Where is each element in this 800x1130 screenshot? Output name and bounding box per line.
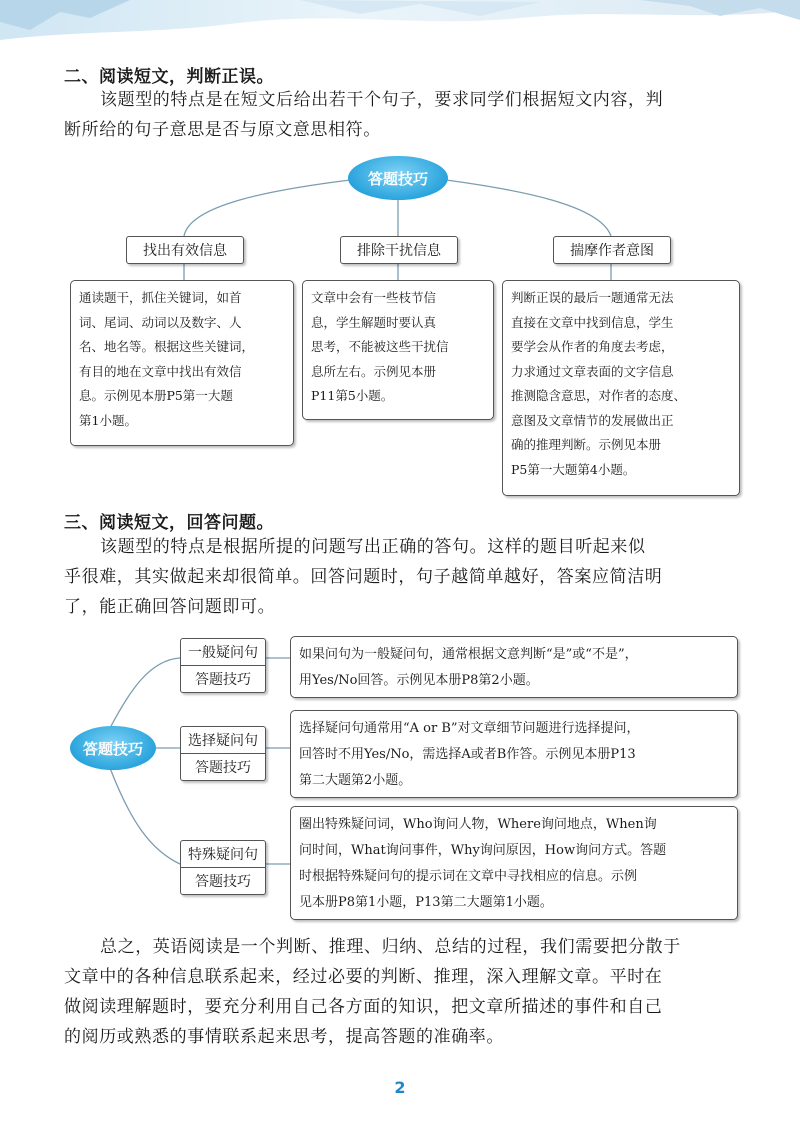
- text-line: 力求通过文章表面的文字信息: [511, 363, 674, 379]
- conclusion-line2: 文章中的各种信息联系起来，经过必要的判断、推理，深入理解文章。平时在: [64, 967, 663, 987]
- text-line: 确的推理判断。示例见本册: [511, 437, 662, 452]
- text-line: 判断正误的最后一题通常无法: [511, 290, 674, 305]
- text-line: P11第5小题。: [311, 388, 394, 403]
- text-line: 息，学生解题时要认真: [311, 314, 437, 330]
- branch-choice-type: 选择疑问句: [181, 727, 265, 754]
- text-line: 第1小题。: [79, 412, 137, 428]
- text-line: 名、地名等。根据这些关键词，: [79, 339, 255, 354]
- text-line: 要学会从作者的角度去考虑，: [511, 339, 674, 354]
- section2-intro-line2: 断所给的句子意思是否与原文意思相符。: [64, 120, 381, 140]
- text-line: 第二大题第2小题。: [299, 773, 412, 788]
- text-line: 如果问句为一般疑问句，通常根据文意判断“是”或“不是”，: [299, 647, 638, 662]
- branch-yes-no-sub: 答题技巧: [195, 672, 251, 688]
- conclusion-line4: 的阅历或熟悉的事情联系起来思考，提高答题的准确率。: [64, 1027, 504, 1047]
- text-line: 息所左右。示例见本册: [311, 363, 437, 379]
- branch-find-info-text: [70, 280, 294, 446]
- branch-yes-no-label: [180, 638, 266, 693]
- text-line: 文章中会有一些枝节信: [311, 290, 437, 305]
- text-line: 选择疑问句通常用“A or B”对文章细节问题进行选择提问，: [299, 721, 640, 736]
- text-line: P5第一大题第4小题。: [511, 461, 636, 477]
- section2-heading: 二、阅读短文，判断正误。: [64, 67, 274, 87]
- branch-wh-type: 特殊疑问句: [181, 841, 265, 868]
- branch-choice-label: [180, 726, 266, 781]
- section3-intro-line1: 该题型的特点是根据所提的问题写出正确的答句。这样的题目听起来似: [100, 537, 646, 557]
- section3-intro-line2: 乎很难，其实做起来却很简单。回答问题时，句子越简单越好，答案应简洁明: [64, 567, 663, 587]
- text-line: 息。示例见本册P5第一大题: [79, 388, 233, 403]
- section3-heading: 三、阅读短文，回答问题。: [64, 513, 274, 533]
- section3-intro-line3: 了，能正确回答问题即可。: [64, 597, 276, 617]
- branch-wh-sub: 答题技巧: [195, 874, 251, 890]
- text-line: 有目的地在文章中找出有效信: [79, 363, 242, 379]
- branch-wh-label: [180, 840, 266, 895]
- page-number: 2: [394, 1078, 406, 1097]
- section2-center-node: 答题技巧: [348, 156, 448, 200]
- text-line: 圈出特殊疑问词，Who询问人物，Where询问地点，When询: [299, 817, 657, 832]
- branch-author-intent-text: [502, 280, 740, 496]
- branch-find-info-label: 找出有效信息: [126, 236, 244, 264]
- text-line: 思考，不能被这些干扰信: [311, 339, 449, 354]
- conclusion-line3: 做阅读理解题时，要充分利用自己各方面的知识，把文章所描述的事件和自己: [64, 997, 663, 1017]
- text-line: 用Yes/No回答。示例见本册P8第2小题。: [299, 673, 539, 688]
- text-line: 词、尾词、动词以及数字、人: [79, 314, 242, 330]
- section2-intro: [64, 85, 754, 145]
- branch-author-intent-label: 揣摩作者意图: [553, 236, 671, 264]
- text-line: 见本册P8第1小题，P13第二大题第1小题。: [299, 895, 553, 910]
- text-line: 问时间，What询问事件，Why询问原因，How询问方式。答题: [299, 843, 667, 858]
- text-line: 直接在文章中找到信息，学生: [511, 314, 674, 330]
- conclusion-line1: 总之，英语阅读是一个判断、推理、归纳、总结的过程，我们需要把分散于: [100, 937, 681, 957]
- text-line: 通读题干，抓住关键词，如首: [79, 290, 242, 305]
- branch-yes-no-text: [290, 636, 738, 698]
- section3-intro: [64, 532, 754, 622]
- branch-exclude-info-label: 排除干扰信息: [340, 236, 458, 264]
- conclusion-paragraph: [64, 932, 754, 1052]
- branch-yes-no-type: 一般疑问句: [181, 639, 265, 666]
- branch-choice-sub: 答题技巧: [195, 760, 251, 776]
- section2-intro-line1: 该题型的特点是在短文后给出若干个句子，要求同学们根据短文内容，判: [100, 90, 664, 110]
- section3-center-node: 答题技巧: [70, 726, 156, 770]
- text-line: 意图及文章情节的发展做出正: [511, 412, 674, 428]
- text-line: 回答时不用Yes/No，需选择A或者B作答。示例见本册P13: [299, 747, 636, 762]
- branch-choice-text: [290, 710, 738, 798]
- text-line: 推测隐含意思，对作者的态度、: [511, 388, 687, 403]
- text-line: 时根据特殊疑问句的提示词在文章中寻找相应的信息。示例: [299, 869, 638, 884]
- branch-exclude-info-text: [302, 280, 494, 420]
- branch-wh-text: [290, 806, 738, 920]
